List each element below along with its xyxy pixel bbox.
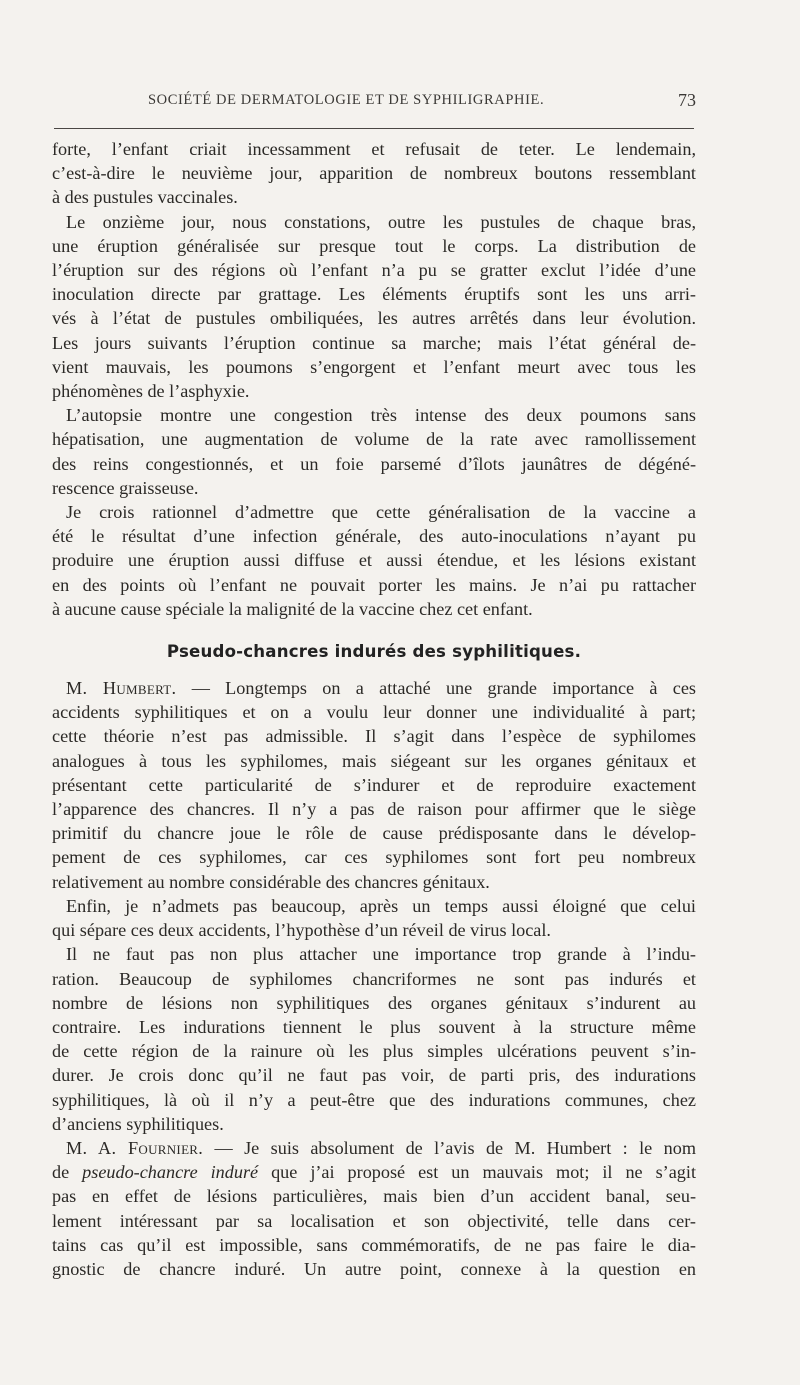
text-line: de cette région de la rainure où les plus simples ulcérations peuvent s’in- [52,1041,696,1062]
italic-term: pseudo-chancre induré [82,1162,259,1183]
text-line: Je crois rationnel d’admettre que cette généralisation de la vaccine a [66,502,696,523]
paragraph-3 [52,403,696,500]
paragraph-5 [52,676,696,894]
text-line: ration. Beaucoup de syphilomes chancriformes ne sont pas indurés et [52,968,696,989]
text-line: contraire. Les indurations tiennent le plus souvent à la structure même [52,1016,696,1037]
paragraph-1 [52,137,696,210]
header-rule [54,128,694,129]
text-line: durer. Je crois donc qu’il ne faut pas voir, de parti pris, des indurations [52,1065,696,1086]
paragraph-4 [52,500,696,621]
text-line: des reins congestionnés, et un foie parsemé d’îlots jaunâtres de dégéné- [52,453,696,474]
text-line: à aucune cause spéciale la malignité de la vaccine chez cet enfant. [52,598,533,619]
text-line [52,1160,696,1184]
text-line: syphilitiques, là où il n’y a peut-être que des indurations communes, chez [52,1089,696,1110]
text-line: inoculation directe par grattage. Les éléments éruptifs sont les uns arri- [52,284,696,305]
text-line: gnostic de chancre induré. Un autre point, connexe à la question en [52,1258,696,1279]
text-line: pas en effet de lésions particulières, mais bien d’un accident banal, seu- [52,1186,696,1207]
text-span: que j’ai proposé est un mauvais mot; il ne s’agit [258,1162,697,1183]
text-line: c’est-à-dire le neuvième jour, apparition de nombreux boutons ressemblant [52,163,696,184]
page-body [52,137,696,1281]
paragraph-6 [52,894,696,942]
text-line [52,676,696,700]
text-line: en des points où l’enfant ne pouvait porter les mains. Je n’ai pu rattacher [52,574,696,595]
text-line: Les jours suivants l’éruption continue sa marche; mais l’état général de- [52,332,696,353]
paragraph-8 [52,1136,696,1281]
text-line: relativement au nombre considérable des chancres génitaux. [52,871,490,892]
text-line: cette théorie n’est pas admissible. Il s’agit dans l’espèce de syphilomes [52,726,696,747]
text-line: rescence graisseuse. [52,477,199,498]
text-span: — Longtemps on a attaché une grande importance à ces [176,678,696,699]
text-line: hépatisation, une augmentation de volume de la rate avec ramollissement [52,429,696,450]
text-line: forte, l’enfant criait incessamment et refusait de teter. Le lendemain, [52,139,696,159]
paragraph-2 [52,210,696,404]
page-number: 73 [678,90,696,110]
page-header [52,92,696,116]
speaker-name: M. Humbert. [66,678,177,699]
text-line: accidents syphilitiques et on a voulu leur donner une individualité à part; [52,702,696,723]
text-line: Le onzième jour, nous constations, outre les pustules de chaque bras, [66,211,696,232]
text-span: — Je suis absolument de l’avis de M. Humbert : le nom [203,1137,696,1158]
text-line: primitif du chancre joue le rôle de cause prédisposante dans le dévelop- [52,823,696,844]
paragraph-7 [52,942,696,1136]
text-line: vient mauvais, les poumons s’engorgent et l’enfant meurt avec tous les [52,356,696,377]
text-span: de [52,1162,83,1183]
section-heading: Pseudo-chancres indurés des syphilitiques. [166,642,582,662]
text-line: d’anciens syphilitiques. [52,1113,224,1134]
text-line: une éruption généralisée sur presque tout le corps. La distribution de [52,235,696,256]
text-line: Il ne faut pas non plus attacher une importance trop grande à l’indu- [66,944,696,965]
text-line: été le résultat d’une infection générale, des auto-inoculations n’ayant pu [52,526,696,547]
text-line: analogues à tous les syphilomes, mais siégeant sur les organes génitaux et [52,750,696,771]
text-line: pement de ces syphilomes, car ces syphilomes sont fort peu nombreux [52,847,696,868]
speaker-name: M. A. Fournier. [66,1137,204,1158]
text-line: l’apparence des chancres. Il n’y a pas de raison pour affirmer que le siège [52,799,696,820]
text-line: Enfin, je n’admets pas beaucoup, après un temps aussi éloigné que celui [66,895,696,916]
text-line: tains cas qu’il est impossible, sans commémoratifs, de ne pas faire le dia- [52,1234,696,1255]
running-title: SOCIÉTÉ DE DERMATOLOGIE ET DE SYPHILIGRAPHIE. [148,92,545,108]
text-line [52,1136,696,1160]
text-line: à des pustules vaccinales. [52,187,238,208]
text-line: produire une éruption aussi diffuse et aussi étendue, et les lésions existant [52,550,696,571]
text-line: lement intéressant par sa localisation et son objectivité, telle dans cer- [52,1210,696,1231]
text-line: L’autopsie montre une congestion très intense des deux poumons sans [66,405,696,426]
text-line: qui sépare ces deux accidents, l’hypothèse d’un réveil de virus local. [52,920,551,941]
text-line: vés à l’état de pustules ombiliquées, les autres arrêtés dans leur évolution. [52,308,696,329]
text-line: phénomènes de l’asphyxie. [52,381,250,402]
text-line: l’éruption sur des régions où l’enfant n’a pu se gratter exclut l’idée d’une [52,260,696,281]
text-line: nombre de lésions non syphilitiques des organes génitaux s’indurent au [52,992,696,1013]
text-line: présentant cette particularité de s’indurer et de reproduire exactement [52,774,696,795]
